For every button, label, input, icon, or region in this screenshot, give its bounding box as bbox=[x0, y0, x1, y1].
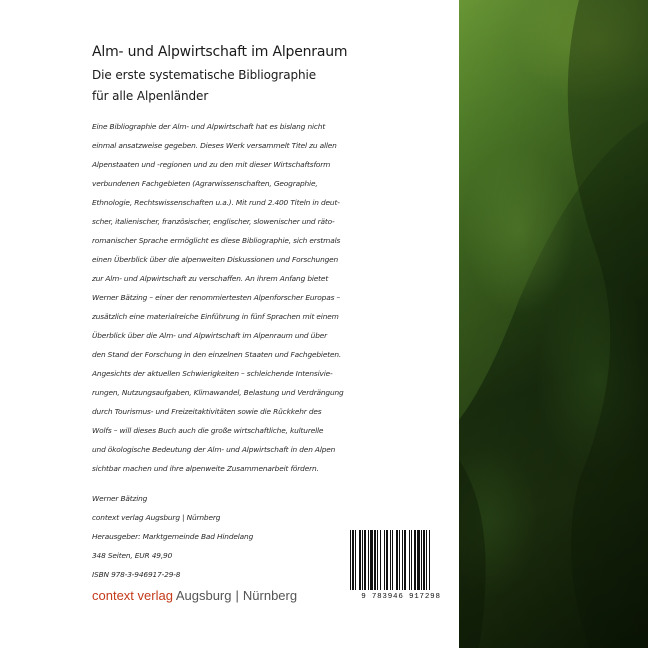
publisher-brand: context verlag bbox=[92, 588, 173, 603]
publisher-city-1: Augsburg bbox=[175, 588, 232, 603]
blurb-line: Angesichts der aktuellen Schwierigkeiten – schleichende Intensivie- bbox=[92, 369, 333, 378]
pages-price-line: 348 Seiten, EUR 49,90 bbox=[92, 551, 173, 560]
editor-line: Herausgeber: Marktgemeinde Bad Hindelang bbox=[92, 532, 254, 541]
book-title: Alm- und Alpwirtschaft im Alpenraum bbox=[92, 44, 348, 60]
subtitle-line-1: Die erste systematische Bibliographie bbox=[92, 68, 317, 82]
publisher-logo bbox=[92, 588, 297, 603]
blurb-line: zur Alm- und Alpwirtschaft zu verschaffen. An ihrem Anfang bietet bbox=[92, 274, 329, 283]
blurb-line: Wolfs – will dieses Buch auch die große wirtschaftliche, kulturelle bbox=[92, 426, 324, 435]
blurb-line: Überblick über die Alm- und Alpwirtschaft im Alpenraum und über bbox=[92, 331, 328, 340]
isbn-barcode bbox=[344, 526, 458, 602]
blurb-line: Eine Bibliographie der Alm- und Alpwirtschaft hat es bislang nicht bbox=[92, 122, 326, 131]
blurb-line: einen Überblick über die alpenweiten Diskussionen und Forschungen bbox=[92, 255, 339, 264]
blurb-line: Ethnologie, Rechtswissenschaften u.a.). Mit rund 2.400 Titeln in deut- bbox=[92, 198, 340, 207]
barcode-digits: 9 783946 917298 bbox=[361, 593, 441, 601]
blurb-line: rungen, Nutzungsaufgaben, Klimawandel, Belastung und Verdrängung bbox=[92, 388, 344, 397]
author-name: Werner Bätzing bbox=[92, 494, 148, 503]
book-info bbox=[92, 489, 253, 584]
blurb-line: sichtbar machen und ihre alpenweite Zusammenarbeit fördern. bbox=[92, 464, 319, 473]
cover-photo-meadow bbox=[459, 0, 648, 648]
blurb-line: verbundenen Fachgebieten (Agrarwissenschaften, Geographie, bbox=[92, 179, 318, 188]
blurb-line: scher, italienischer, französischer, englischer, slowenischer und räto- bbox=[92, 217, 335, 226]
barcode-bars bbox=[344, 526, 458, 592]
blurb-line: den Stand der Forschung in den einzelnen Staaten und Fachgebieten. bbox=[92, 350, 342, 359]
publisher-city-2: Nürnberg bbox=[242, 588, 298, 603]
description-blurb bbox=[92, 117, 392, 478]
publisher-line: context verlag Augsburg | Nürnberg bbox=[92, 513, 221, 522]
blurb-line: einmal ansatzweise gegeben. Dieses Werk versammelt Titel zu allen bbox=[92, 141, 337, 150]
blurb-line: Werner Bätzing – einer der renommiertesten Alpenforscher Europas – bbox=[92, 293, 341, 302]
blurb-line: zusätzlich eine materialreiche Einführung in fünf Sprachen mit einem bbox=[92, 312, 339, 321]
isbn-line: ISBN 978-3-946917-29-8 bbox=[92, 570, 181, 579]
blurb-line: romanischer Sprache ermöglicht es diese Bibliographie, sich erstmals bbox=[92, 236, 341, 245]
subtitle-line-2: für alle Alpenländer bbox=[92, 89, 209, 103]
blurb-line: durch Tourismus- und Freizeitaktivitäten sowie die Rückkehr des bbox=[92, 407, 322, 416]
meadow-slope-image bbox=[459, 0, 648, 648]
publisher-separator: | bbox=[235, 588, 239, 603]
blurb-line: und ökologische Bedeutung der Alm- und Alpwirtschaft in den Alpen bbox=[92, 445, 336, 454]
blurb-line: Alpenstaaten und -regionen und zu den mit dieser Wirtschaftsform bbox=[92, 160, 331, 169]
